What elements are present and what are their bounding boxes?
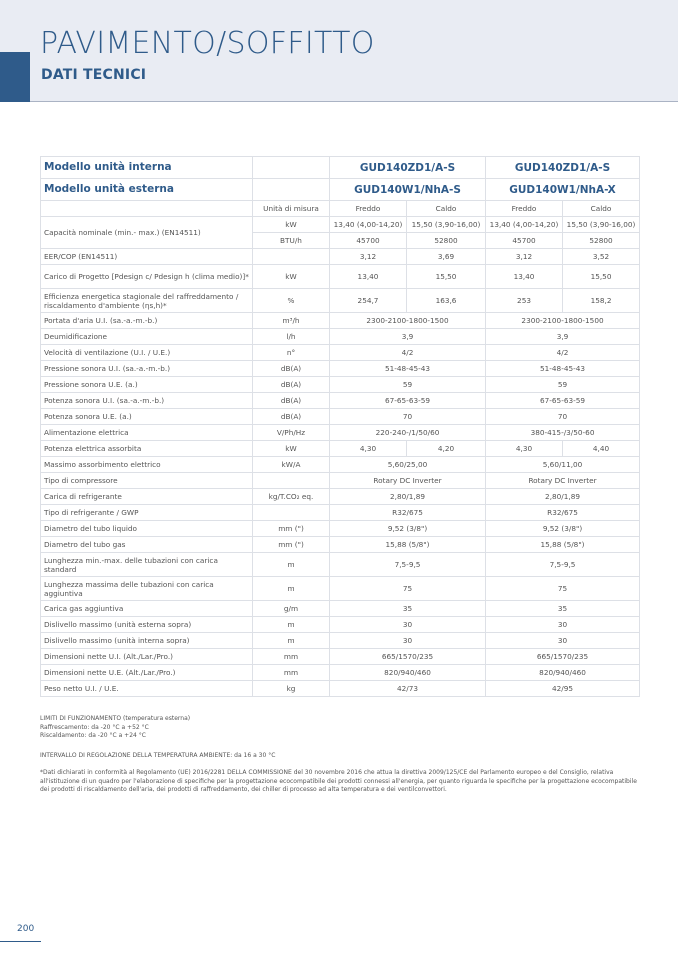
cell-value: 15,50 (3,90-16,00) — [563, 217, 640, 233]
row-label: EER/COP (EN14511) — [41, 249, 253, 265]
table-row — [41, 633, 640, 649]
table-row — [41, 329, 640, 345]
row-unit: kg/T.CO₂ eq. — [253, 489, 330, 505]
cell-value: 3,9 — [330, 329, 486, 345]
table-row — [41, 345, 640, 361]
cell-value: 13,40 (4,00-14,20) — [330, 217, 407, 233]
row-unit: % — [253, 289, 330, 313]
cell-value: 30 — [330, 633, 486, 649]
row-label: Carico di Progetto [Pdesign c/ Pdesign h (clima medio)]* — [41, 265, 253, 289]
cell-value: 2300-2100-1800-1500 — [486, 313, 640, 329]
table-row — [41, 313, 640, 329]
cell-value: 67-65-63-59 — [330, 393, 486, 409]
table-row — [41, 681, 640, 697]
cell-value: 15,50 — [563, 265, 640, 289]
header-rule — [30, 101, 678, 102]
cell-value: 52800 — [563, 233, 640, 249]
cell-value: 13,40 (4,00-14,20) — [486, 217, 563, 233]
row-label: Tipo di refrigerante / GWP — [41, 505, 253, 521]
cell-value: 52800 — [407, 233, 486, 249]
row-label: Diametro del tubo gas — [41, 537, 253, 553]
interval-note: INTERVALLO DI REGOLAZIONE DELLA TEMPERATURA AMBIENTE: da 16 a 30 °C — [40, 752, 276, 759]
cell-value: 51-48-45-43 — [330, 361, 486, 377]
row-label: Efficienza energetica stagionale del raffreddamento / riscaldamento d'ambiente (ηs,h)* — [41, 289, 253, 313]
model1-indoor: GUD140ZD1/A-S — [330, 157, 486, 179]
cell-value: 4,20 — [407, 441, 486, 457]
cell-value: R32/675 — [330, 505, 486, 521]
cell-value: 75 — [330, 577, 486, 601]
cell-value: 5,60/25,00 — [330, 457, 486, 473]
cell-value: 75 — [486, 577, 640, 601]
row-label: Potenza sonora U.I. (sa.-a.-m.-b.) — [41, 393, 253, 409]
cell-value: 4,30 — [486, 441, 563, 457]
row-label: Peso netto U.I. / U.E. — [41, 681, 253, 697]
row-unit: mm — [253, 649, 330, 665]
row-label: Pressione sonora U.I. (sa.-a.-m.-b.) — [41, 361, 253, 377]
cell-value: 3,12 — [486, 249, 563, 265]
cell-value: 220-240-/1/50/60 — [330, 425, 486, 441]
row-label: Diametro del tubo liquido — [41, 521, 253, 537]
table-row — [41, 553, 640, 577]
cell-value: 163,6 — [407, 289, 486, 313]
indoor-model-label: Modello unità interna — [41, 157, 253, 179]
row-unit: n° — [253, 345, 330, 361]
table-row — [41, 157, 640, 179]
cell-value: 9,52 (3/8") — [330, 521, 486, 537]
cell-value: 2,80/1,89 — [330, 489, 486, 505]
table-row — [41, 537, 640, 553]
cell-value: 665/1570/235 — [330, 649, 486, 665]
table-row — [41, 201, 640, 217]
row-unit: m — [253, 633, 330, 649]
table-row — [41, 361, 640, 377]
model2-indoor: GUD140ZD1/A-S — [486, 157, 640, 179]
page-title: PAVIMENTO/SOFFITTO — [40, 26, 375, 61]
cell-value: 13,40 — [486, 265, 563, 289]
table-row — [41, 505, 640, 521]
table-row — [41, 617, 640, 633]
cell-value: 30 — [330, 617, 486, 633]
spec-table — [40, 156, 640, 697]
row-label: Lunghezza min.-max. delle tubazioni con carica standard — [41, 553, 253, 577]
cell-value: 15,88 (5/8") — [486, 537, 640, 553]
row-unit: m³/h — [253, 313, 330, 329]
row-label: Lunghezza massima delle tubazioni con carica aggiuntiva — [41, 577, 253, 601]
cell-value: 42/95 — [486, 681, 640, 697]
cell-value: 820/940/460 — [486, 665, 640, 681]
row-unit: V/Ph/Hz — [253, 425, 330, 441]
cell-value: 7,5-9,5 — [330, 553, 486, 577]
table-row — [41, 521, 640, 537]
cell-value: 3,69 — [407, 249, 486, 265]
table-row — [41, 179, 640, 201]
row-unit: BTU/h — [253, 233, 330, 249]
row-unit: kW — [253, 265, 330, 289]
cell-value: 7,5-9,5 — [486, 553, 640, 577]
page-subtitle: DATI TECNICI — [41, 67, 147, 83]
table-row — [41, 425, 640, 441]
table-row — [41, 649, 640, 665]
cell-value: 59 — [486, 377, 640, 393]
row-unit — [253, 473, 330, 489]
row-label: Pressione sonora U.E. (a.) — [41, 377, 253, 393]
cell-value: 30 — [486, 617, 640, 633]
row-label: Capacità nominale (min.- max.) (EN14511) — [41, 217, 253, 249]
cell-value: 253 — [486, 289, 563, 313]
cell-value: 665/1570/235 — [486, 649, 640, 665]
table-row — [41, 473, 640, 489]
table-row — [41, 377, 640, 393]
cell-value: 4,40 — [563, 441, 640, 457]
header-accent-bar — [0, 52, 30, 102]
limits-title: LIMITI DI FUNZIONAMENTO (temperatura esterna) — [40, 715, 191, 722]
row-unit: dB(A) — [253, 393, 330, 409]
table-row — [41, 409, 640, 425]
table-row — [41, 265, 640, 289]
row-label: Dislivello massimo (unità interna sopra) — [41, 633, 253, 649]
row-unit: mm (") — [253, 537, 330, 553]
row-label: Carica di refrigerante — [41, 489, 253, 505]
cell-value: 67-65-63-59 — [486, 393, 640, 409]
row-unit: kW — [253, 217, 330, 233]
row-unit: mm (") — [253, 521, 330, 537]
cell-value: 3,9 — [486, 329, 640, 345]
cell-value: 3,52 — [563, 249, 640, 265]
cell-value: 70 — [330, 409, 486, 425]
cell-value: 45700 — [330, 233, 407, 249]
cell-value: 2,80/1,89 — [486, 489, 640, 505]
row-label: Massimo assorbimento elettrico — [41, 457, 253, 473]
table-row — [41, 601, 640, 617]
cell-value: Rotary DC Inverter — [330, 473, 486, 489]
cell-value: 254,7 — [330, 289, 407, 313]
cell-value: 4/2 — [486, 345, 640, 361]
cell-value: 45700 — [486, 233, 563, 249]
row-unit: kg — [253, 681, 330, 697]
table-row — [41, 577, 640, 601]
table-row — [41, 457, 640, 473]
limits-cool: Raffrescamento: da -20 °C a +52 °C — [40, 723, 149, 731]
cell-value: 3,12 — [330, 249, 407, 265]
cell-value: 158,2 — [563, 289, 640, 313]
col-freddo: Freddo — [330, 201, 407, 217]
row-unit: m — [253, 617, 330, 633]
cell-value: 59 — [330, 377, 486, 393]
row-unit: m — [253, 553, 330, 577]
footnote: *Dati dichiarati in conformità al Regolamento (UE) 2016/2281 DELLA COMMISSIONE del 30 novembre 2016 che attua la direttiva 2009/125/CE del Parlamento europeo e del Consiglio, relativa all'istituzione di un quadro per l'elaborazione di specifiche per la progettazione ecocompatibile dei prodotti connessi all'energia, per quanto riguarda le specifiche per la progettazione ecocompatibile dei prodotti di riscaldamento dell'aria, dei prodotti di raffreddamento, dei chiller di processo ad alta temperatura e dei ventilconvettori. — [40, 769, 637, 793]
row-label: Potenza elettrica assorbita — [41, 441, 253, 457]
cell-value: 2300-2100-1800-1500 — [330, 313, 486, 329]
model1-outdoor: GUD140W1/NhA-S — [330, 179, 486, 201]
row-unit: dB(A) — [253, 361, 330, 377]
cell-value: 70 — [486, 409, 640, 425]
cell-value: 35 — [330, 601, 486, 617]
col-caldo: Caldo — [563, 201, 640, 217]
cell-value: 9,52 (3/8") — [486, 521, 640, 537]
cell-value: 380-415-/3/50-60 — [486, 425, 640, 441]
cell-value: 15,50 — [407, 265, 486, 289]
col-freddo: Freddo — [486, 201, 563, 217]
cell-value: 820/940/460 — [330, 665, 486, 681]
cell-value: 42/73 — [330, 681, 486, 697]
table-row — [41, 289, 640, 313]
row-unit: dB(A) — [253, 377, 330, 393]
cell-value: 15,50 (3,90-16,00) — [407, 217, 486, 233]
page-number-rule — [0, 941, 41, 942]
row-label: Potenza sonora U.E. (a.) — [41, 409, 253, 425]
row-unit: l/h — [253, 329, 330, 345]
table-row — [41, 441, 640, 457]
cell-value: R32/675 — [486, 505, 640, 521]
outdoor-model-label: Modello unità esterna — [41, 179, 253, 201]
row-unit: m — [253, 577, 330, 601]
cell-value: 51-48-45-43 — [486, 361, 640, 377]
cell-value: 30 — [486, 633, 640, 649]
row-label: Tipo di compressore — [41, 473, 253, 489]
cell-value: 5,60/11,00 — [486, 457, 640, 473]
row-label: Dimensioni nette U.E. (Alt./Lar./Pro.) — [41, 665, 253, 681]
row-unit: kW — [253, 441, 330, 457]
row-label: Deumidificazione — [41, 329, 253, 345]
table-row — [41, 393, 640, 409]
row-unit — [253, 505, 330, 521]
row-label: Velocità di ventilazione (U.I. / U.E.) — [41, 345, 253, 361]
table-row — [41, 217, 640, 233]
row-unit: dB(A) — [253, 409, 330, 425]
row-label: Portata d'aria U.I. (sa.-a.-m.-b.) — [41, 313, 253, 329]
model2-outdoor: GUD140W1/NhA-X — [486, 179, 640, 201]
row-unit: kW/A — [253, 457, 330, 473]
row-label: Alimentazione elettrica — [41, 425, 253, 441]
cell-value: 35 — [486, 601, 640, 617]
table-row — [41, 249, 640, 265]
cell-value: 4/2 — [330, 345, 486, 361]
table-row — [41, 489, 640, 505]
row-label: Dislivello massimo (unità esterna sopra) — [41, 617, 253, 633]
col-caldo: Caldo — [407, 201, 486, 217]
cell-value: 4,30 — [330, 441, 407, 457]
cell-value: Rotary DC Inverter — [486, 473, 640, 489]
row-label: Carica gas aggiuntiva — [41, 601, 253, 617]
table-row — [41, 665, 640, 681]
cell-value: 15,88 (5/8") — [330, 537, 486, 553]
limits-note — [40, 715, 190, 741]
unit-header: Unità di misura — [253, 201, 330, 217]
cell-value: 13,40 — [330, 265, 407, 289]
limits-heat: Riscaldamento: da -20 °C a +24 °C — [40, 732, 146, 739]
page-number: 200 — [17, 924, 35, 934]
row-unit: g/m — [253, 601, 330, 617]
row-label: Dimensioni nette U.I. (Alt./Lar./Pro.) — [41, 649, 253, 665]
row-unit: mm — [253, 665, 330, 681]
